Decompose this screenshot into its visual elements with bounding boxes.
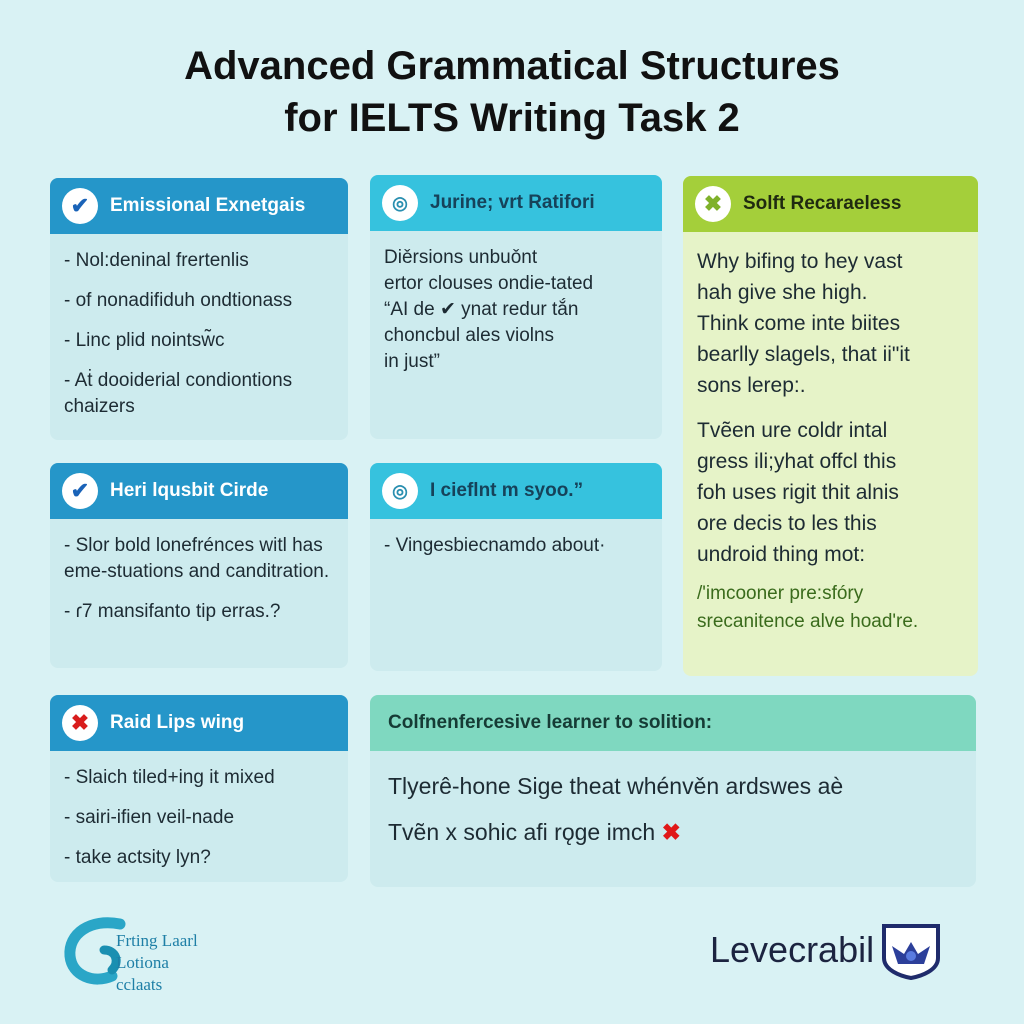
text-line: Diěrsions unbuǒnt xyxy=(384,247,538,268)
text-line: choncbul ales violns xyxy=(384,325,555,346)
logo-line: Frting Laarl xyxy=(116,931,198,950)
cross-icon: ✖ xyxy=(661,819,681,845)
list-item: - take actsity lyn? xyxy=(64,845,334,871)
logo-line: Lotiona xyxy=(116,953,169,972)
text-line: gress ili;yhat offcl this xyxy=(697,450,897,473)
card-emissional xyxy=(50,178,348,440)
card-icieflnt xyxy=(370,463,662,671)
list-item: - Linc plid nointsw̃c xyxy=(64,328,334,354)
title-line-1: Advanced Grammatical Structures xyxy=(184,44,840,88)
card-solution xyxy=(370,695,976,887)
bullet-list xyxy=(64,533,334,625)
text-line-content: Tvẽn x sohic afi rǫge imch xyxy=(388,819,656,845)
globe-icon: ◎ xyxy=(382,185,418,221)
card-header xyxy=(50,463,348,519)
card-solft xyxy=(683,176,978,676)
list-item: - Vingesbiecnamdo about· xyxy=(384,533,648,559)
brand-name: Levecrabil xyxy=(710,929,875,970)
card-header-label: Emissional Exnetgais xyxy=(110,195,306,216)
text-line: /'imcooner pre:sfóry xyxy=(697,583,864,604)
text-line: bearlly slagels, that ii"it xyxy=(697,343,910,366)
bullet-list xyxy=(64,248,334,420)
card-body xyxy=(370,751,976,865)
card-body xyxy=(683,232,978,646)
shield-emblem-icon xyxy=(878,920,944,980)
list-item: - Slor bold lonefrénces witl has eme-stuations and canditration. xyxy=(64,533,334,585)
logo-line: cclaats xyxy=(116,975,163,994)
text-line: Tvẽen ure coldr intal xyxy=(697,419,888,442)
list-item: - Nol:deninal frertenlis xyxy=(64,248,334,274)
card-header-label: Heri lqusbit Cirde xyxy=(110,480,269,501)
cross-icon: ✖ xyxy=(695,186,731,222)
card-header xyxy=(50,695,348,751)
list-item: - ɾ7 mansifanto tip erras.? xyxy=(64,599,334,625)
card-header xyxy=(370,695,976,751)
card-header-label: Jurine; vrt Ratifori xyxy=(430,192,595,213)
card-header-label: Colfnenfercesive learner to solition: xyxy=(388,712,713,733)
card-header xyxy=(370,175,662,231)
paragraph xyxy=(697,415,964,570)
bullet-list xyxy=(384,533,648,559)
card-jurine xyxy=(370,175,662,439)
list-item: - Aṫ dooiderial condiontions chaizers xyxy=(64,368,334,420)
list-item: - sairi-ifien veil-nade xyxy=(64,805,334,831)
title-line-2: for IELTS Writing Task 2 xyxy=(284,96,740,140)
card-body xyxy=(50,234,348,430)
paragraph xyxy=(697,246,964,401)
card-raid xyxy=(50,695,348,882)
text-line: srecanitence alve hoad're. xyxy=(697,611,919,632)
logo-text xyxy=(116,930,198,996)
card-header-label: Solft Recaraeless xyxy=(743,193,902,214)
text-line: undroid thing mot: xyxy=(697,543,866,566)
brand-logo-left xyxy=(60,910,240,1000)
text-line: hah give she high. xyxy=(697,281,868,304)
text-line: ore decis to les this xyxy=(697,512,877,535)
card-header xyxy=(50,178,348,234)
card-header-label: Raid Lips wing xyxy=(110,712,245,733)
card-body xyxy=(370,519,662,583)
card-body xyxy=(50,519,348,649)
list-item: - of nonadifiduh ondtionass xyxy=(64,288,334,314)
check-icon: ✔ xyxy=(62,188,98,224)
text-line: in just” xyxy=(384,351,440,372)
text-line: foh uses rigit thit alnis xyxy=(697,481,899,504)
text-line: Think come inte biites xyxy=(697,312,901,335)
card-body xyxy=(50,751,348,881)
text-line: ertor clouses ondie-tated xyxy=(384,273,594,294)
text-line: Tlyerê-hone Sige theat whénvěn ardswes aè xyxy=(388,773,844,799)
globe-icon: ◎ xyxy=(382,473,418,509)
card-header xyxy=(370,463,662,519)
check-icon: ✔ xyxy=(62,473,98,509)
page-title xyxy=(0,40,1024,144)
brand-logo-right xyxy=(710,920,944,980)
bullet-list xyxy=(64,765,334,871)
card-body xyxy=(370,231,662,385)
note xyxy=(697,580,964,636)
card-heri xyxy=(50,463,348,668)
cross-icon: ✖ xyxy=(62,705,98,741)
text-line: “AI de ✔ ynat redur tắn xyxy=(384,299,579,320)
card-header-label: I cieflnt m syoo.” xyxy=(430,480,584,501)
text-line: Why bifing to hey vast xyxy=(697,250,903,273)
card-header xyxy=(683,176,978,232)
list-item: - Slaich tiled+ing it mixed xyxy=(64,765,334,791)
text-line xyxy=(388,809,962,855)
text-line: sons lerep:. xyxy=(697,374,806,397)
